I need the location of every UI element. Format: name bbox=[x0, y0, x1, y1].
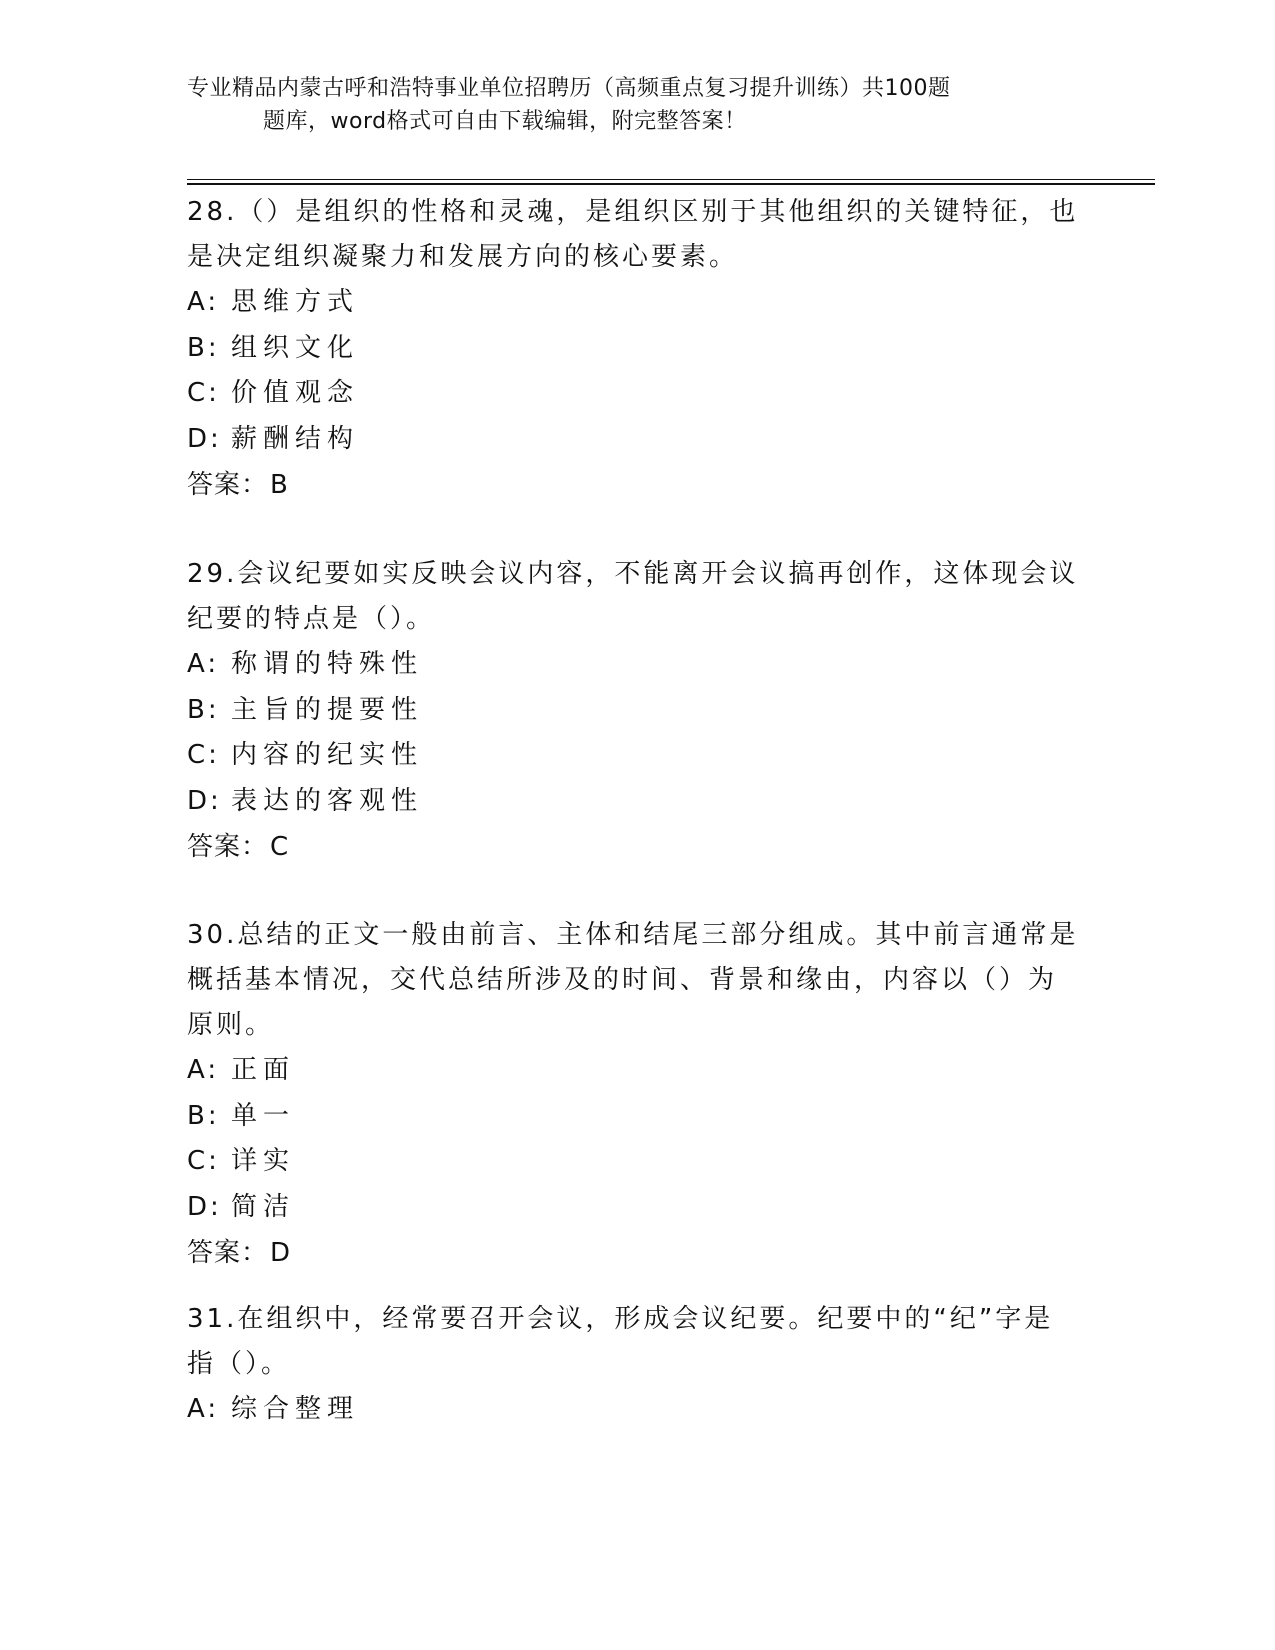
header-divider-thick bbox=[187, 183, 1155, 185]
option-a bbox=[187, 1387, 1087, 1433]
answer-label: 答案： bbox=[187, 832, 269, 862]
option-key: A: bbox=[187, 287, 220, 317]
question-28 bbox=[187, 190, 1087, 508]
option-key: C: bbox=[187, 1146, 220, 1176]
question-text-line: 29.会议纪要如实反映会议内容，不能离开会议搞再创作，这体现会议 bbox=[187, 559, 1079, 589]
question-text-line: 指（）。 bbox=[187, 1349, 291, 1379]
question-text-line: 30.总结的正文一般由前言、主体和结尾三部分组成。其中前言通常是 bbox=[187, 920, 1079, 950]
header-title-line-1: 专业精品内蒙古呼和浩特事业单位招聘历（高频重点复习提升训练）共100题 bbox=[187, 76, 951, 101]
option-key: D: bbox=[187, 1191, 222, 1222]
header-title-line-2: 题库，word格式可自由下载编辑，附完整答案！ bbox=[263, 109, 747, 134]
option-c bbox=[187, 733, 1087, 779]
answer bbox=[187, 824, 1087, 870]
option-text: 内容的纪实性 bbox=[231, 740, 424, 770]
question-text-line: 纪要的特点是（）。 bbox=[187, 604, 436, 634]
answer bbox=[187, 1230, 1087, 1276]
option-b bbox=[187, 326, 1087, 372]
answer-label: 答案： bbox=[187, 470, 269, 500]
answer-value: B bbox=[270, 470, 289, 500]
option-b bbox=[187, 1094, 1087, 1140]
option-text: 单一 bbox=[231, 1100, 296, 1131]
option-text: 薪酬结构 bbox=[231, 423, 360, 454]
option-a bbox=[187, 280, 1087, 326]
option-b bbox=[187, 688, 1087, 734]
question-31 bbox=[187, 1297, 1087, 1433]
option-a bbox=[187, 642, 1087, 688]
option-text: 思维方式 bbox=[231, 287, 360, 317]
question-text bbox=[187, 552, 1087, 642]
document-header bbox=[187, 72, 1047, 138]
option-key: B: bbox=[187, 1100, 220, 1131]
answer bbox=[187, 462, 1087, 508]
option-d bbox=[187, 417, 1087, 463]
question-29 bbox=[187, 552, 1087, 870]
option-key: D: bbox=[187, 785, 222, 816]
option-text: 价值观念 bbox=[231, 378, 360, 408]
question-text-line: 概括基本情况，交代总结所涉及的时间、背景和缘由，内容以（）为 bbox=[187, 965, 1058, 995]
option-c bbox=[187, 371, 1087, 417]
option-key: B: bbox=[187, 694, 220, 725]
option-text: 简洁 bbox=[231, 1191, 296, 1222]
option-key: A: bbox=[187, 1394, 220, 1424]
option-text: 称谓的特殊性 bbox=[231, 649, 424, 679]
option-key: C: bbox=[187, 378, 220, 408]
question-text-line: 31.在组织中，经常要召开会议，形成会议纪要。纪要中的“纪”字是 bbox=[187, 1304, 1054, 1334]
question-text bbox=[187, 913, 1087, 1048]
option-key: D: bbox=[187, 423, 222, 454]
answer-value: D bbox=[270, 1238, 292, 1268]
option-key: A: bbox=[187, 1055, 220, 1085]
answer-value: C bbox=[270, 832, 290, 862]
option-key: A: bbox=[187, 649, 220, 679]
question-text-line: 28.（）是组织的性格和灵魂，是组织区别于其他组织的关键特征，也 bbox=[187, 197, 1079, 227]
answer-label: 答案： bbox=[187, 1238, 269, 1268]
option-key: B: bbox=[187, 332, 220, 363]
option-text: 主旨的提要性 bbox=[231, 694, 424, 725]
option-text: 表达的客观性 bbox=[231, 785, 424, 816]
option-text: 组织文化 bbox=[231, 332, 360, 363]
option-d bbox=[187, 779, 1087, 825]
question-text bbox=[187, 1297, 1087, 1387]
option-text: 详实 bbox=[231, 1146, 296, 1176]
header-divider-thin bbox=[187, 179, 1155, 180]
option-d bbox=[187, 1185, 1087, 1231]
option-c bbox=[187, 1139, 1087, 1185]
option-a bbox=[187, 1048, 1087, 1094]
option-text: 正面 bbox=[231, 1055, 296, 1085]
question-text-line: 是决定组织凝聚力和发展方向的核心要素。 bbox=[187, 242, 739, 272]
question-text-line: 原则。 bbox=[187, 1010, 275, 1040]
question-30 bbox=[187, 913, 1087, 1276]
option-text: 综合整理 bbox=[231, 1394, 360, 1424]
option-key: C: bbox=[187, 740, 220, 770]
question-text bbox=[187, 190, 1087, 280]
